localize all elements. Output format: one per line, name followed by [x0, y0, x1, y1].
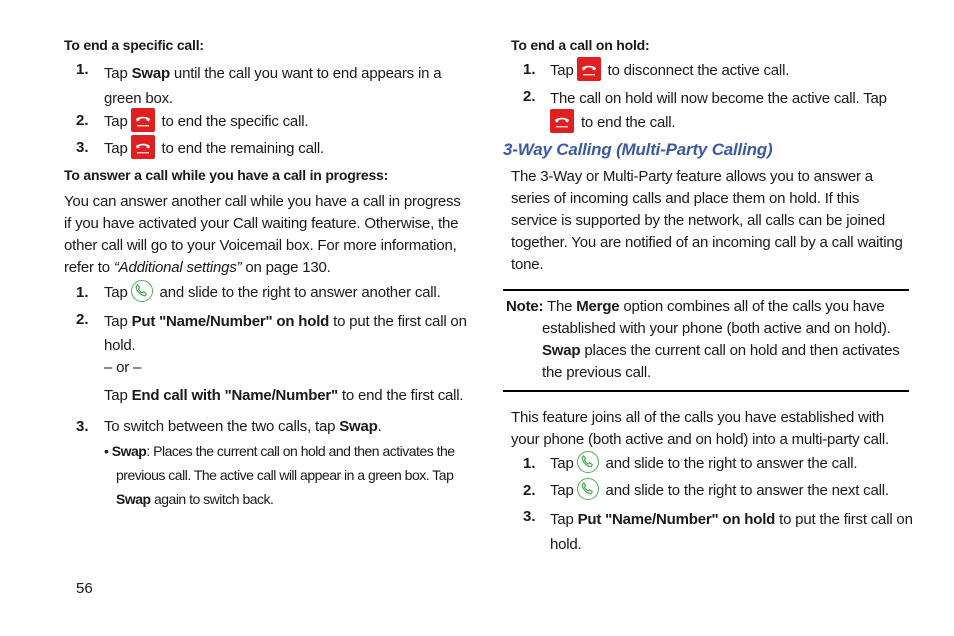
step-number: 1.	[523, 455, 536, 472]
end-call-icon	[550, 109, 574, 133]
or-separator: – or –	[104, 359, 142, 376]
heading-end-specific-call: To end a specific call:	[64, 37, 204, 53]
note-top-rule	[503, 289, 909, 291]
step-hold-becomes-active-text: The call on hold will now become the active call. Tap to end the call.	[550, 87, 887, 135]
step-end-specific-text: Tap to end the specific call.	[104, 110, 308, 134]
step-number: 2.	[76, 311, 89, 328]
answer-call-icon	[577, 478, 599, 500]
paragraph-multi-party: The 3-Way or Multi-Party feature allows you to answer a series of incoming calls and place them on hold. If this service is supported by the network, all calls can be joined together. You are notified of an incoming call by a call waiting tone.	[511, 168, 903, 273]
answer-call-icon	[131, 280, 153, 302]
page-number: 56	[76, 580, 93, 597]
heading-answer-call-in-progress: To answer a call while you have a call in progress:	[64, 167, 389, 183]
bullet-swap-description: • Swap: Places the current call on hold and then activates the previous call. The active call will appear in a green box. Tap Swap again to switch back.	[104, 443, 455, 507]
paragraph-joins-calls: This feature joins all of the calls you have established with your phone (both active and on hold) into a multi-party call.	[511, 409, 890, 448]
step-number: 3.	[76, 418, 89, 435]
step-swap-text: Tap Swap until the call you want to end appears in a green box.	[104, 65, 442, 107]
step-end-remaining-text: Tap to end the remaining call.	[104, 137, 324, 161]
end-call-icon	[131, 135, 155, 159]
step-put-on-hold-text: Tap Put "Name/Number" on hold to put the first call on hold.	[104, 313, 467, 354]
step-number: 2.	[76, 112, 89, 129]
note-block: Note: The Merge option combines all of the calls you have established with your phone (both active and on hold). Swap places the current call on hold and then activates the previous call.	[506, 298, 900, 381]
answer-call-icon	[577, 451, 599, 473]
step-switch-calls-text: To switch between the two calls, tap Swap.	[104, 418, 382, 435]
step-put-first-on-hold-text: Tap Put "Name/Number" on hold to put the first call on hold.	[550, 511, 913, 553]
end-call-icon	[577, 57, 601, 81]
step-end-first-call-text: Tap End call with "Name/Number" to end the first call.	[104, 387, 464, 404]
step-number: 2.	[523, 88, 536, 105]
step-disconnect-active-text: Tap to disconnect the active call.	[550, 59, 789, 83]
step-number: 1.	[76, 61, 89, 78]
step-answer-call-text: Tap and slide to the right to answer the call.	[550, 453, 857, 475]
step-answer-another-text: Tap and slide to the right to answer another call.	[104, 282, 441, 304]
section-title: 3-Way Calling (Multi-Party Calling)	[503, 140, 773, 159]
step-number: 1.	[76, 284, 89, 301]
step-answer-next-call-text: Tap and slide to the right to answer the next call.	[550, 480, 889, 502]
step-number: 3.	[523, 508, 536, 525]
paragraph-call-waiting: You can answer another call while you have a call in progress if you have activated your Call waiting feature. Otherwise, the other call will go to your Voicemail box. For more information, refer to “Additional settings” on page 130.	[64, 193, 461, 276]
step-number: 3.	[76, 139, 89, 156]
step-number: 2.	[523, 482, 536, 499]
note-bottom-rule	[503, 390, 909, 392]
heading-end-call-on-hold: To end a call on hold:	[511, 37, 650, 53]
end-call-icon	[131, 108, 155, 132]
step-number: 1.	[523, 61, 536, 78]
